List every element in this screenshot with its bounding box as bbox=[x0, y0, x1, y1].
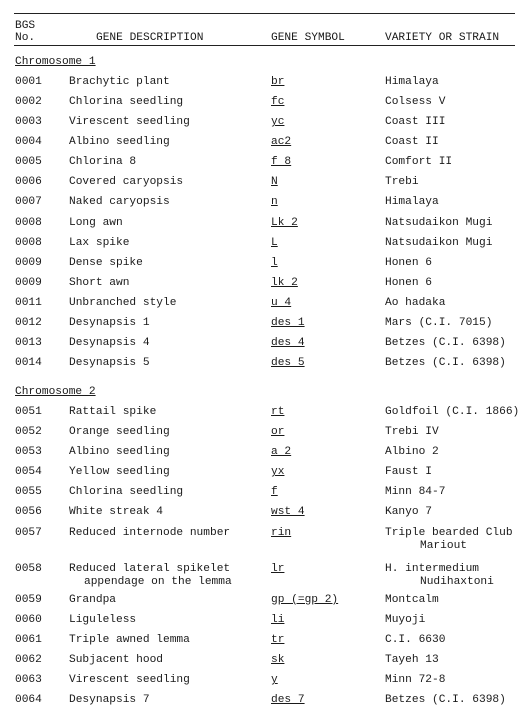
bgs-number: 0054 bbox=[15, 466, 42, 478]
header-variety-strain: VARIETY OR STRAIN bbox=[385, 32, 500, 44]
variety-strain: Goldfoil (C.I. 1866) bbox=[385, 406, 520, 418]
gene-symbol: br bbox=[271, 76, 285, 88]
bgs-number: 0061 bbox=[15, 634, 42, 646]
variety-strain: Muyoji bbox=[385, 614, 426, 626]
variety-strain: Albino 2 bbox=[385, 446, 439, 458]
section-title: Chromosome 2 bbox=[15, 386, 96, 398]
variety-strain: Montcalm bbox=[385, 594, 439, 606]
gene-symbol: lk 2 bbox=[271, 277, 298, 289]
variety-strain-continued: Nudihaxtoni bbox=[420, 576, 494, 588]
variety-strain: Natsudaikon Mugi bbox=[385, 237, 493, 249]
header-bgs-label: BGS bbox=[15, 20, 36, 32]
variety-strain-continued: Mariout bbox=[420, 540, 467, 552]
gene-symbol: des 4 bbox=[271, 337, 305, 349]
gene-description: Albino seedling bbox=[69, 136, 170, 148]
gene-symbol: n bbox=[271, 196, 278, 208]
variety-strain: Colsess V bbox=[385, 96, 446, 108]
gene-description: Reduced internode number bbox=[69, 527, 231, 539]
bgs-number: 0064 bbox=[15, 694, 42, 706]
gene-symbol: des 7 bbox=[271, 694, 305, 706]
gene-symbol: lr bbox=[271, 563, 285, 575]
bgs-number: 0060 bbox=[15, 614, 42, 626]
variety-strain: Kanyo 7 bbox=[385, 506, 432, 518]
variety-strain: Coast III bbox=[385, 116, 446, 128]
variety-strain: Coast II bbox=[385, 136, 439, 148]
gene-symbol: L bbox=[271, 237, 278, 249]
gene-description: Desynapsis 1 bbox=[69, 317, 150, 329]
variety-strain: Betzes (C.I. 6398) bbox=[385, 694, 506, 706]
gene-symbol: u 4 bbox=[271, 297, 292, 309]
gene-symbol: li bbox=[271, 614, 285, 626]
variety-strain: Himalaya bbox=[385, 76, 439, 88]
gene-description: Covered caryopsis bbox=[69, 176, 184, 188]
bgs-number: 0055 bbox=[15, 486, 42, 498]
bgs-number: 0056 bbox=[15, 506, 42, 518]
gene-description: Brachytic plant bbox=[69, 76, 170, 88]
gene-description: Chlorina seedling bbox=[69, 96, 184, 108]
table-header bbox=[0, 0, 529, 50]
gene-description-continued: appendage on the lemma bbox=[84, 576, 232, 588]
gene-description: Short awn bbox=[69, 277, 130, 289]
bgs-number: 0008 bbox=[15, 217, 42, 229]
gene-symbol: l bbox=[271, 257, 278, 269]
variety-strain: Ao hadaka bbox=[385, 297, 446, 309]
variety-strain: Minn 72-8 bbox=[385, 674, 446, 686]
gene-symbol: wst 4 bbox=[271, 506, 305, 518]
variety-strain: Honen 6 bbox=[385, 277, 432, 289]
header-gene-description: GENE DESCRIPTION bbox=[96, 32, 204, 44]
gene-symbol: des 1 bbox=[271, 317, 305, 329]
gene-description: Desynapsis 7 bbox=[69, 694, 150, 706]
variety-strain: Betzes (C.I. 6398) bbox=[385, 337, 506, 349]
bgs-number: 0009 bbox=[15, 257, 42, 269]
bgs-number: 0012 bbox=[15, 317, 42, 329]
bgs-number: 0063 bbox=[15, 674, 42, 686]
gene-description: Dense spike bbox=[69, 257, 143, 269]
gene-symbol: sk bbox=[271, 654, 285, 666]
gene-description: Naked caryopsis bbox=[69, 196, 170, 208]
header-gene-symbol: GENE SYMBOL bbox=[271, 32, 345, 44]
bgs-number: 0011 bbox=[15, 297, 42, 309]
gene-description: Desynapsis 4 bbox=[69, 337, 150, 349]
gene-symbol: a 2 bbox=[271, 446, 292, 458]
bgs-number: 0062 bbox=[15, 654, 42, 666]
gene-symbol: ac2 bbox=[271, 136, 292, 148]
gene-description: Unbranched style bbox=[69, 297, 177, 309]
bgs-number: 0014 bbox=[15, 357, 42, 369]
gene-description: White streak 4 bbox=[69, 506, 163, 518]
gene-description: Subjacent hood bbox=[69, 654, 163, 666]
variety-strain: Mars (C.I. 7015) bbox=[385, 317, 493, 329]
bgs-number: 0001 bbox=[15, 76, 42, 88]
gene-description: Triple awned lemma bbox=[69, 634, 190, 646]
bgs-number: 0059 bbox=[15, 594, 42, 606]
gene-description: Rattail spike bbox=[69, 406, 157, 418]
gene-symbol: y bbox=[271, 674, 278, 686]
bgs-number: 0002 bbox=[15, 96, 42, 108]
gene-description: Reduced lateral spikelet bbox=[69, 563, 231, 575]
gene-description: Grandpa bbox=[69, 594, 116, 606]
gene-symbol: f bbox=[271, 486, 278, 498]
gene-symbol: rin bbox=[271, 527, 292, 539]
variety-strain: Trebi IV bbox=[385, 426, 439, 438]
variety-strain: Triple bearded Club bbox=[385, 527, 513, 539]
bgs-number: 0053 bbox=[15, 446, 42, 458]
variety-strain: Honen 6 bbox=[385, 257, 432, 269]
variety-strain: H. intermedium bbox=[385, 563, 479, 575]
variety-strain: Minn 84-7 bbox=[385, 486, 446, 498]
variety-strain: Tayeh 13 bbox=[385, 654, 439, 666]
gene-symbol: or bbox=[271, 426, 285, 438]
gene-symbol: f 8 bbox=[271, 156, 292, 168]
variety-strain: Himalaya bbox=[385, 196, 439, 208]
gene-symbol: tr bbox=[271, 634, 285, 646]
gene-symbol: des 5 bbox=[271, 357, 305, 369]
gene-description: Chlorina seedling bbox=[69, 486, 184, 498]
gene-description: Albino seedling bbox=[69, 446, 170, 458]
variety-strain: Faust I bbox=[385, 466, 432, 478]
bgs-number: 0006 bbox=[15, 176, 42, 188]
gene-symbol: N bbox=[271, 176, 278, 188]
bgs-number: 0008 bbox=[15, 237, 42, 249]
gene-description: Virescent seedling bbox=[69, 116, 190, 128]
gene-symbol: fc bbox=[271, 96, 285, 108]
gene-symbol: yx bbox=[271, 466, 285, 478]
gene-description: Lax spike bbox=[69, 237, 130, 249]
gene-description: Desynapsis 5 bbox=[69, 357, 150, 369]
gene-description: Yellow seedling bbox=[69, 466, 170, 478]
gene-description: Long awn bbox=[69, 217, 123, 229]
variety-strain: Trebi bbox=[385, 176, 419, 188]
gene-symbol: gp (=gp 2) bbox=[271, 594, 339, 606]
bgs-number: 0057 bbox=[15, 527, 42, 539]
gene-description: Orange seedling bbox=[69, 426, 170, 438]
bgs-number: 0007 bbox=[15, 196, 42, 208]
bgs-number: 0058 bbox=[15, 563, 42, 575]
header-rule bbox=[14, 45, 515, 46]
gene-description: Chlorina 8 bbox=[69, 156, 137, 168]
bgs-number: 0052 bbox=[15, 426, 42, 438]
variety-strain: C.I. 6630 bbox=[385, 634, 446, 646]
gene-symbol: yc bbox=[271, 116, 285, 128]
variety-strain: Comfort II bbox=[385, 156, 453, 168]
variety-strain: Betzes (C.I. 6398) bbox=[385, 357, 506, 369]
bgs-number: 0009 bbox=[15, 277, 42, 289]
gene-description: Virescent seedling bbox=[69, 674, 190, 686]
bgs-number: 0013 bbox=[15, 337, 42, 349]
variety-strain: Natsudaikon Mugi bbox=[385, 217, 493, 229]
bgs-number: 0005 bbox=[15, 156, 42, 168]
gene-symbol: rt bbox=[271, 406, 285, 418]
bgs-number: 0004 bbox=[15, 136, 42, 148]
section-title: Chromosome 1 bbox=[15, 56, 96, 68]
bgs-number: 0003 bbox=[15, 116, 42, 128]
header-no-label: No. bbox=[15, 32, 36, 44]
gene-description: Liguleless bbox=[69, 614, 137, 626]
gene-symbol: Lk 2 bbox=[271, 217, 298, 229]
bgs-number: 0051 bbox=[15, 406, 42, 418]
